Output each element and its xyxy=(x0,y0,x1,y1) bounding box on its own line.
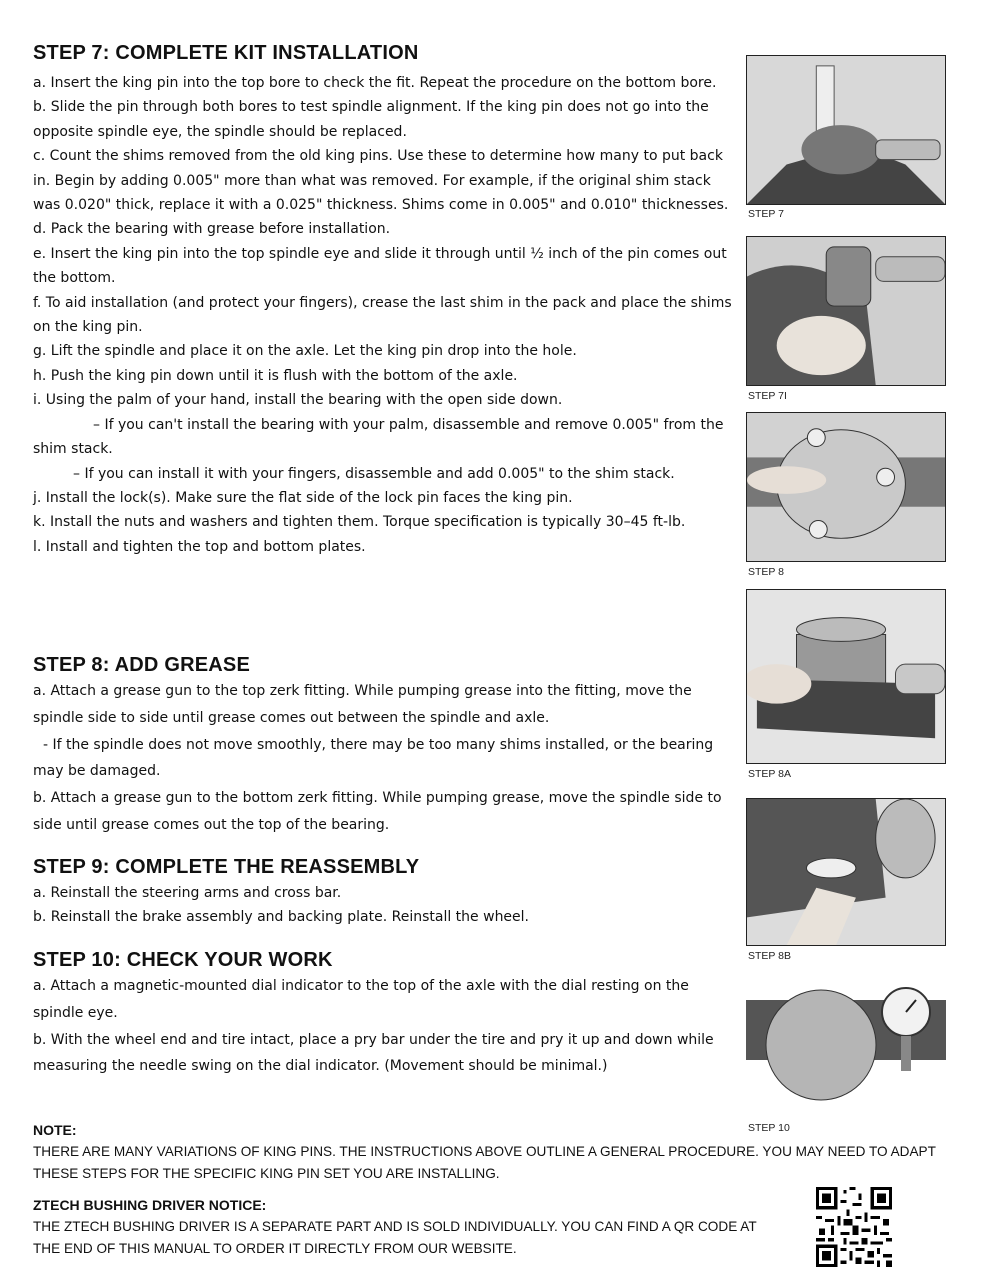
step-7-k: k. Install the nuts and washers and tighten them. Torque specification is typically 30–45 ft-lb. xyxy=(33,514,686,531)
notice-heading: ZTECH BUSHING DRIVER NOTICE: xyxy=(33,1197,267,1213)
step-7-i-sub-1: – If you can't install the bearing with your palm, disassemble and remove 0.005" from the shim stack. xyxy=(33,416,724,458)
step-10-a: a. Attach a magnetic-mounted dial indicator to the top of the axle with the dial resting on the spindle eye. xyxy=(33,978,689,1021)
step-7-l: l. Install and tighten the top and bottom plates. xyxy=(33,538,366,555)
step-7-i: i. Using the palm of your hand, install the bearing with the open side down. xyxy=(33,392,563,409)
bearing-install-photo-illustration xyxy=(747,237,945,385)
step-7-a: a. Insert the king pin into the top bore to check the fit. Repeat the procedure on the bottom bore. xyxy=(33,75,717,91)
step-8b-caption: STEP 8B xyxy=(748,950,791,962)
step-8b-photo xyxy=(746,798,946,946)
step-10-caption: STEP 10 xyxy=(748,1122,790,1134)
step-8a-caption: STEP 8A xyxy=(748,768,791,780)
step-9-b: b. Reinstall the brake assembly and backing plate. Reinstall the wheel. xyxy=(33,909,530,926)
step-8-section xyxy=(33,654,733,839)
step-7-j: j. Install the lock(s). Make sure the flat side of the lock pin faces the king pin. xyxy=(33,489,573,506)
notice-body: THE ZTECH BUSHING DRIVER IS A SEPARATE PART AND IS SOLD INDIVIDUALLY. YOU CAN FIND A QR CODE AT THE END OF THIS MANUAL TO ORDER IT DIRECTLY FROM OUR WEBSITE. xyxy=(33,1219,757,1256)
step-7-section xyxy=(33,42,733,559)
step-7-heading: STEP 7: COMPLETE KIT INSTALLATION xyxy=(33,42,419,64)
step-10-photo xyxy=(746,980,946,1118)
step-7-b: b. Slide the pin through both bores to test spindle alignment. If the king pin does not go into the opposite spindle eye, the spindle should be replaced. xyxy=(33,99,709,140)
qr-code[interactable] xyxy=(816,1187,892,1267)
step-10-b: b. With the wheel end and tire intact, place a pry bar under the tire and pry it up and down while measuring the needle swing on the dial indicator. (Movement should be minimal.) xyxy=(33,1031,714,1075)
step-8-caption: STEP 8 xyxy=(748,566,784,578)
step-9-heading: STEP 9: COMPLETE THE REASSEMBLY xyxy=(33,856,420,878)
step-8-a: a. Attach a grease gun to the top zerk fitting. While pumping grease into the fitting, move the spindle side to side until grease comes out between the spindle and axle. xyxy=(33,683,692,726)
step-7-caption: STEP 7 xyxy=(748,208,784,220)
step-7i-caption: STEP 7I xyxy=(748,390,787,402)
step-7i-photo xyxy=(746,236,946,386)
step-7-photo xyxy=(746,55,946,205)
step-7-g: g. Lift the spindle and place it on the axle. Let the king pin drop into the hole. xyxy=(33,343,577,360)
step-8-photo xyxy=(746,412,946,562)
step-7-h: h. Push the king pin down until it is flush with the bottom of the axle. xyxy=(33,367,518,384)
top-plate-photo-illustration xyxy=(747,413,945,561)
step-10-section xyxy=(33,949,733,1080)
grease-fitting-photo-illustration xyxy=(747,590,945,763)
step-10-heading: STEP 10: CHECK YOUR WORK xyxy=(33,949,333,971)
step-9-a: a. Reinstall the steering arms and cross bar. xyxy=(33,885,342,901)
step-8-a-sub: - If the spindle does not move smoothly, there may be too many shims installed, or the bearing may be damaged. xyxy=(33,736,714,780)
step-7-i-sub-2: – If you can install it with your fingers, disassemble and add 0.005" to the shim stack. xyxy=(73,465,675,482)
kingpin-photo-illustration xyxy=(747,56,945,204)
step-8-heading: STEP 8: ADD GREASE xyxy=(33,654,250,676)
step-9-section xyxy=(33,856,733,930)
note-body: THERE ARE MANY VARIATIONS OF KING PINS. THE INSTRUCTIONS ABOVE OUTLINE A GENERAL PROCEDURE. YOU MAY NEED TO ADAPT THESE STEPS FOR THE SPECIFIC KING PIN SET YOU ARE INSTALLING. xyxy=(33,1144,936,1181)
note-heading: NOTE: xyxy=(33,1122,77,1138)
step-7-e: e. Insert the king pin into the top spindle eye and slide it through until ½ inch of the pin comes out the bottom. xyxy=(33,245,727,287)
step-8-b: b. Attach a grease gun to the bottom zerk fitting. While pumping grease, move the spindle side to side until grease comes out the top of the bearing. xyxy=(33,790,722,833)
step-7-d: d. Pack the bearing with grease before installation. xyxy=(33,221,391,238)
bottom-fitting-photo-illustration xyxy=(747,799,945,945)
step-7-c: c. Count the shims removed from the old king pins. Use these to determine how many to put back in. Begin by adding 0.005" more than what was removed. For example, if the original shim stack was 0.020" thick, replace it with a 0.025" thickness. Shims come in 0.005" and 0.010" thicknesses. xyxy=(33,148,729,214)
step-8a-photo xyxy=(746,589,946,764)
qr-code-graphic xyxy=(816,1187,892,1267)
dial-indicator-photo-illustration xyxy=(746,980,946,1118)
step-7-f: f. To aid installation (and protect your fingers), crease the last shim in the pack and place the shims on the king pin. xyxy=(33,294,732,336)
